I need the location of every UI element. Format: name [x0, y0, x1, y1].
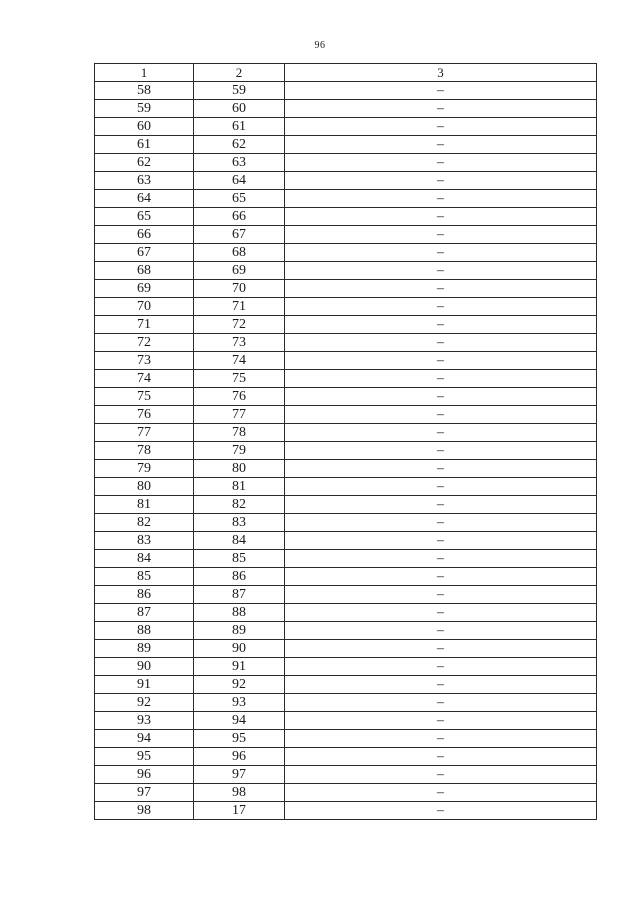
- table-cell-col-1: 82: [95, 514, 194, 532]
- data-table: [94, 63, 597, 820]
- table-row: [95, 154, 597, 172]
- table-row: [95, 262, 597, 280]
- page-number: 96: [314, 40, 326, 51]
- table-cell-col-3: –: [285, 604, 597, 622]
- table-row: [95, 226, 597, 244]
- table-cell-col-1: 93: [95, 712, 194, 730]
- table-cell-col-3: –: [285, 388, 597, 406]
- table-cell-col-2: 67: [194, 226, 285, 244]
- table-cell-col-3: –: [285, 226, 597, 244]
- table-cell-col-2: 79: [194, 442, 285, 460]
- table-cell-col-3: –: [285, 370, 597, 388]
- table-row: [95, 622, 597, 640]
- table-cell-col-3: –: [285, 496, 597, 514]
- table-cell-col-2: 69: [194, 262, 285, 280]
- table-cell-col-3: –: [285, 532, 597, 550]
- table-body: [95, 82, 597, 820]
- table-cell-col-2: 85: [194, 550, 285, 568]
- table-row: [95, 604, 597, 622]
- table-cell-col-3: –: [285, 208, 597, 226]
- table-cell-col-2: 84: [194, 532, 285, 550]
- table-cell-col-3: –: [285, 316, 597, 334]
- table-row: [95, 514, 597, 532]
- table-cell-col-2: 63: [194, 154, 285, 172]
- table-cell-col-2: 90: [194, 640, 285, 658]
- table-cell-col-1: 70: [95, 298, 194, 316]
- table-cell-col-3: –: [285, 280, 597, 298]
- table-row: [95, 730, 597, 748]
- table-cell-col-2: 93: [194, 694, 285, 712]
- table-cell-col-1: 64: [95, 190, 194, 208]
- table-row: [95, 280, 597, 298]
- table-cell-col-3: –: [285, 352, 597, 370]
- table-cell-col-3: –: [285, 694, 597, 712]
- table-cell-col-1: 74: [95, 370, 194, 388]
- table-cell-col-1: 59: [95, 100, 194, 118]
- table-cell-col-1: 65: [95, 208, 194, 226]
- table-cell-col-2: 82: [194, 496, 285, 514]
- table-cell-col-1: 75: [95, 388, 194, 406]
- table-cell-col-2: 83: [194, 514, 285, 532]
- table-cell-col-2: 72: [194, 316, 285, 334]
- table-cell-col-1: 73: [95, 352, 194, 370]
- table-cell-col-1: 67: [95, 244, 194, 262]
- table-row: [95, 118, 597, 136]
- table-cell-col-1: 62: [95, 154, 194, 172]
- table-row: [95, 442, 597, 460]
- table-cell-col-1: 71: [95, 316, 194, 334]
- table-cell-col-3: –: [285, 154, 597, 172]
- table-cell-col-3: –: [285, 82, 597, 100]
- table-cell-col-1: 72: [95, 334, 194, 352]
- table-cell-col-3: –: [285, 766, 597, 784]
- table-cell-col-1: 91: [95, 676, 194, 694]
- table-row: [95, 658, 597, 676]
- table-row: [95, 208, 597, 226]
- table-cell-col-1: 80: [95, 478, 194, 496]
- table-cell-col-1: 63: [95, 172, 194, 190]
- table-cell-col-1: 97: [95, 784, 194, 802]
- table-cell-col-1: 60: [95, 118, 194, 136]
- table-cell-col-2: 17: [194, 802, 285, 820]
- table-cell-col-2: 75: [194, 370, 285, 388]
- table-cell-col-2: 60: [194, 100, 285, 118]
- table-cell-col-3: –: [285, 748, 597, 766]
- table-cell-col-3: –: [285, 298, 597, 316]
- table-row: [95, 406, 597, 424]
- table-cell-col-3: –: [285, 640, 597, 658]
- table-cell-col-1: 78: [95, 442, 194, 460]
- table-cell-col-1: 66: [95, 226, 194, 244]
- table-cell-col-2: 70: [194, 280, 285, 298]
- table-cell-col-2: 71: [194, 298, 285, 316]
- table-row: [95, 190, 597, 208]
- table-cell-col-2: 64: [194, 172, 285, 190]
- table-row: [95, 352, 597, 370]
- header-cell-1: 1: [95, 64, 194, 82]
- table-cell-col-2: 81: [194, 478, 285, 496]
- table-cell-col-2: 74: [194, 352, 285, 370]
- table-cell-col-3: –: [285, 424, 597, 442]
- table-row: [95, 784, 597, 802]
- table-cell-col-1: 89: [95, 640, 194, 658]
- table-cell-col-2: 94: [194, 712, 285, 730]
- table-row: [95, 460, 597, 478]
- table-row: [95, 334, 597, 352]
- table-cell-col-3: –: [285, 802, 597, 820]
- table-cell-col-1: 85: [95, 568, 194, 586]
- table-cell-col-3: –: [285, 568, 597, 586]
- table-row: [95, 568, 597, 586]
- table-cell-col-3: –: [285, 550, 597, 568]
- table-cell-col-2: 61: [194, 118, 285, 136]
- table-cell-col-1: 81: [95, 496, 194, 514]
- table-cell-col-2: 68: [194, 244, 285, 262]
- table-cell-col-1: 92: [95, 694, 194, 712]
- table-cell-col-2: 80: [194, 460, 285, 478]
- table-row: [95, 694, 597, 712]
- table-cell-col-3: –: [285, 712, 597, 730]
- table-cell-col-3: –: [285, 730, 597, 748]
- table-row: [95, 244, 597, 262]
- table-cell-col-3: –: [285, 460, 597, 478]
- table-cell-col-3: –: [285, 172, 597, 190]
- table-cell-col-2: 62: [194, 136, 285, 154]
- table-cell-col-2: 76: [194, 388, 285, 406]
- table-cell-col-1: 95: [95, 748, 194, 766]
- table-cell-col-3: –: [285, 784, 597, 802]
- table-row: [95, 640, 597, 658]
- table-row: [95, 550, 597, 568]
- table-row: [95, 424, 597, 442]
- table-cell-col-1: 96: [95, 766, 194, 784]
- table-cell-col-2: 97: [194, 766, 285, 784]
- table-cell-col-2: 78: [194, 424, 285, 442]
- table-cell-col-3: –: [285, 406, 597, 424]
- table-row: [95, 766, 597, 784]
- table-row: [95, 100, 597, 118]
- table-cell-col-2: 91: [194, 658, 285, 676]
- table-cell-col-2: 88: [194, 604, 285, 622]
- table-cell-col-1: 69: [95, 280, 194, 298]
- table-cell-col-3: –: [285, 190, 597, 208]
- table-row: [95, 82, 597, 100]
- table-cell-col-3: –: [285, 658, 597, 676]
- table-cell-col-2: 87: [194, 586, 285, 604]
- table-cell-col-1: 61: [95, 136, 194, 154]
- table-cell-col-2: 89: [194, 622, 285, 640]
- table-cell-col-2: 98: [194, 784, 285, 802]
- table-cell-col-1: 79: [95, 460, 194, 478]
- table-cell-col-2: 96: [194, 748, 285, 766]
- table-cell-col-2: 65: [194, 190, 285, 208]
- table-row: [95, 370, 597, 388]
- table-cell-col-2: 73: [194, 334, 285, 352]
- table-cell-col-3: –: [285, 118, 597, 136]
- table-cell-col-2: 77: [194, 406, 285, 424]
- table-cell-col-3: –: [285, 334, 597, 352]
- table-cell-col-3: –: [285, 676, 597, 694]
- table-cell-col-1: 83: [95, 532, 194, 550]
- table-row: [95, 388, 597, 406]
- table-cell-col-1: 86: [95, 586, 194, 604]
- table-cell-col-2: 95: [194, 730, 285, 748]
- table-row: [95, 532, 597, 550]
- table-cell-col-2: 86: [194, 568, 285, 586]
- table-row: [95, 136, 597, 154]
- table-cell-col-1: 58: [95, 82, 194, 100]
- table-cell-col-3: –: [285, 622, 597, 640]
- header-cell-3: 3: [285, 64, 597, 82]
- table-cell-col-1: 98: [95, 802, 194, 820]
- table-cell-col-3: –: [285, 514, 597, 532]
- table-row: [95, 748, 597, 766]
- table-cell-col-3: –: [285, 586, 597, 604]
- table-cell-col-2: 92: [194, 676, 285, 694]
- table-cell-col-1: 94: [95, 730, 194, 748]
- header-row: [95, 64, 597, 82]
- table-cell-col-1: 68: [95, 262, 194, 280]
- table-cell-col-3: –: [285, 136, 597, 154]
- table-row: [95, 298, 597, 316]
- table-row: [95, 172, 597, 190]
- table-cell-col-3: –: [285, 244, 597, 262]
- table-cell-col-1: 90: [95, 658, 194, 676]
- table-row: [95, 712, 597, 730]
- table-row: [95, 802, 597, 820]
- table-cell-col-3: –: [285, 100, 597, 118]
- table-cell-col-2: 66: [194, 208, 285, 226]
- table-cell-col-2: 59: [194, 82, 285, 100]
- table-cell-col-1: 77: [95, 424, 194, 442]
- table-row: [95, 478, 597, 496]
- table-cell-col-3: –: [285, 442, 597, 460]
- table-cell-col-3: –: [285, 478, 597, 496]
- table-row: [95, 496, 597, 514]
- table-cell-col-3: –: [285, 262, 597, 280]
- table-row: [95, 676, 597, 694]
- table-row: [95, 316, 597, 334]
- table-cell-col-1: 88: [95, 622, 194, 640]
- header-cell-2: 2: [194, 64, 285, 82]
- table-cell-col-1: 87: [95, 604, 194, 622]
- table-cell-col-1: 84: [95, 550, 194, 568]
- table-cell-col-1: 76: [95, 406, 194, 424]
- table-row: [95, 586, 597, 604]
